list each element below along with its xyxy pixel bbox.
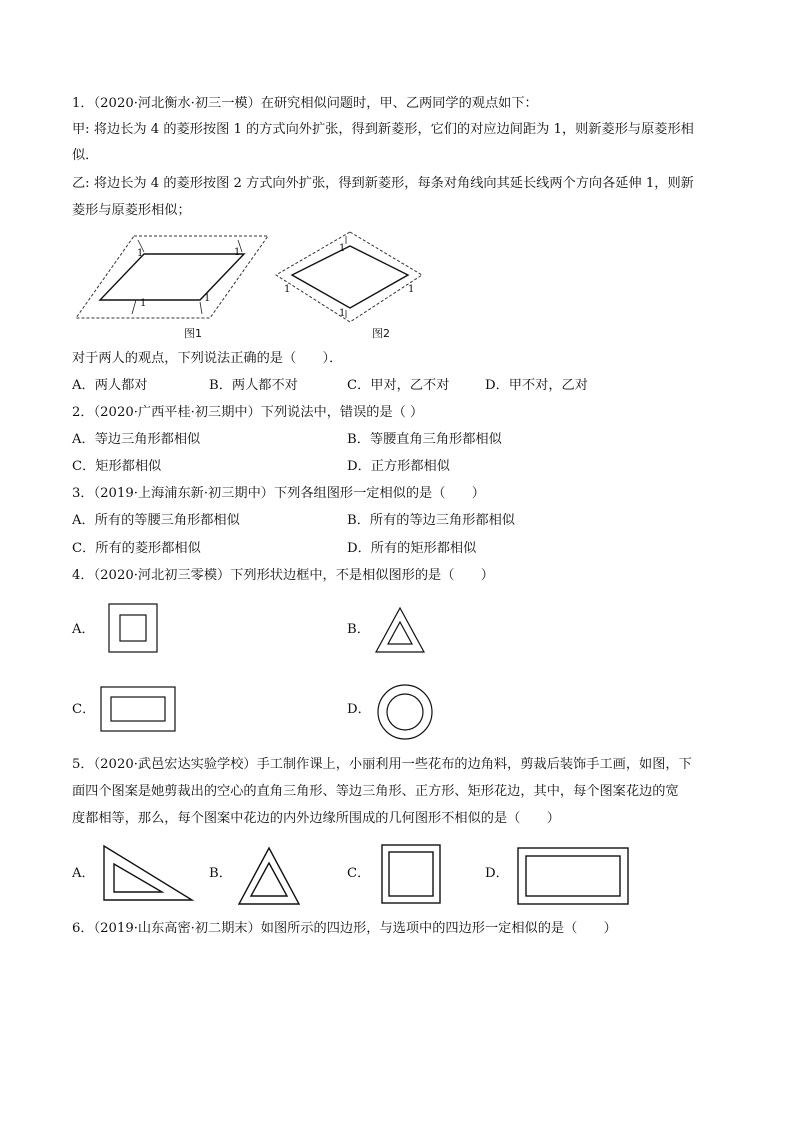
q1-fig1-label-one-c: 1 — [140, 298, 147, 309]
q1-jia-line1: 甲: 将边长为 4 的菱形按图 1 的方式向外扩张，得到新菱形，它们的对应边间距为 1，则新菱形与原菱形相 — [72, 122, 694, 137]
q1-jia-line2: 似． — [72, 148, 99, 163]
q1-fig2-caption: 图2 — [372, 327, 390, 340]
q3-option-c[interactable]: C．所有的菱形都相似 — [72, 541, 201, 556]
q5-option-c-label[interactable]: C． — [347, 866, 371, 881]
q5-option-d-rectangle-frame — [517, 847, 629, 905]
q4-option-b-triangle-frame — [374, 606, 426, 654]
q1-option-a[interactable]: A．两人都对 — [72, 378, 148, 393]
q1-fig1-label-one-a: 1 — [137, 248, 144, 259]
q1-stem: 1．（2020·河北衡水·初三一模）在研究相似问题时，甲、乙两同学的观点如下： — [72, 96, 538, 111]
q3-option-d[interactable]: D．所有的矩形都相似 — [347, 541, 477, 556]
q4-option-c-label[interactable]: C． — [72, 702, 96, 717]
q3-option-a[interactable]: A．所有的等腰三角形都相似 — [72, 513, 240, 528]
q2-option-a[interactable]: A．等边三角形都相似 — [72, 432, 201, 447]
q1-figure-1-rhombus — [74, 232, 274, 322]
q1-option-c[interactable]: C．甲对，乙不对 — [347, 378, 450, 393]
q4-option-d-ring-frame — [376, 683, 434, 741]
q1-fig1-caption: 图1 — [184, 327, 202, 340]
q3-option-b[interactable]: B．所有的等边三角形都相似 — [347, 513, 515, 528]
q5-option-d-label[interactable]: D． — [485, 866, 509, 881]
q1-yi-line2: 菱形与原菱形相似； — [72, 203, 191, 218]
q5-line2: 面四个图案是她剪裁出的空心的直角三角形、等边三角形、正方形、矩形花边，其中，每个图案花边的宽 — [72, 784, 679, 799]
q2-option-b[interactable]: B．等腰直角三角形都相似 — [347, 432, 502, 447]
q1-fig2-label-one-d: 1 — [339, 308, 346, 319]
q4-option-d-label[interactable]: D． — [347, 702, 371, 717]
q4-option-a-label[interactable]: A． — [72, 622, 95, 637]
q1-fig2-label-one-a: 1 — [339, 243, 346, 254]
q3-stem: 3．（2019·上海浦东新·初三期中）下列各组图形一定相似的是（ ） — [72, 486, 485, 501]
q4-option-a-square-frame — [108, 603, 158, 653]
q4-option-c-rectangle-frame — [100, 686, 176, 732]
q1-question: 对于两人的观点，下列说法正确的是（ ）． — [72, 351, 343, 366]
q5-option-b-equilateral-triangle-frame — [237, 846, 301, 906]
q1-fig2-label-one-b: 1 — [284, 284, 291, 295]
q5-line1: 5．（2020·武邑宏达实验学校）手工制作课上，小丽利用一些花布的边角料，剪裁后装饰手工画，如图，下 — [72, 757, 692, 772]
q2-stem: 2．（2020·广西平桂·初三期中）下列说法中，错误的是（ ） — [72, 405, 424, 420]
q2-option-c[interactable]: C．矩形都相似 — [72, 459, 162, 474]
q1-option-d[interactable]: D．甲不对，乙对 — [485, 378, 588, 393]
q1-fig1-label-one-b: 1 — [234, 247, 241, 258]
q5-line3: 度都相等，那么，每个图案中花边的内外边缘所围成的几何图形不相似的是（ ） — [72, 811, 560, 826]
q1-fig1-label-one-d: 1 — [204, 293, 211, 304]
q5-option-a-right-triangle-frame — [102, 844, 194, 902]
q5-option-c-square-frame — [381, 844, 441, 904]
q6-stem: 6．（2019·山东高密·初二期末）如图所示的四边形，与选项中的四边形一定相似的是（ ） — [72, 921, 617, 936]
q1-yi-line1: 乙: 将边长为 4 的菱形按图 2 方式向外扩张，得到新菱形，每条对角线向其延长线两个方向各延伸 1，则新 — [72, 176, 694, 191]
q2-option-d[interactable]: D．正方形都相似 — [347, 459, 450, 474]
q1-fig2-label-one-c: 1 — [408, 284, 415, 295]
q4-stem: 4．（2020·河北初三零模）下列形状边框中，不是相似图形的是（ ） — [72, 568, 494, 583]
q5-option-b-label[interactable]: B． — [209, 866, 232, 881]
q4-option-b-label[interactable]: B． — [347, 622, 370, 637]
q1-figure-2-rhombus — [272, 228, 432, 328]
q5-option-a-label[interactable]: A． — [72, 866, 95, 881]
q1-option-b[interactable]: B．两人都不对 — [209, 378, 298, 393]
